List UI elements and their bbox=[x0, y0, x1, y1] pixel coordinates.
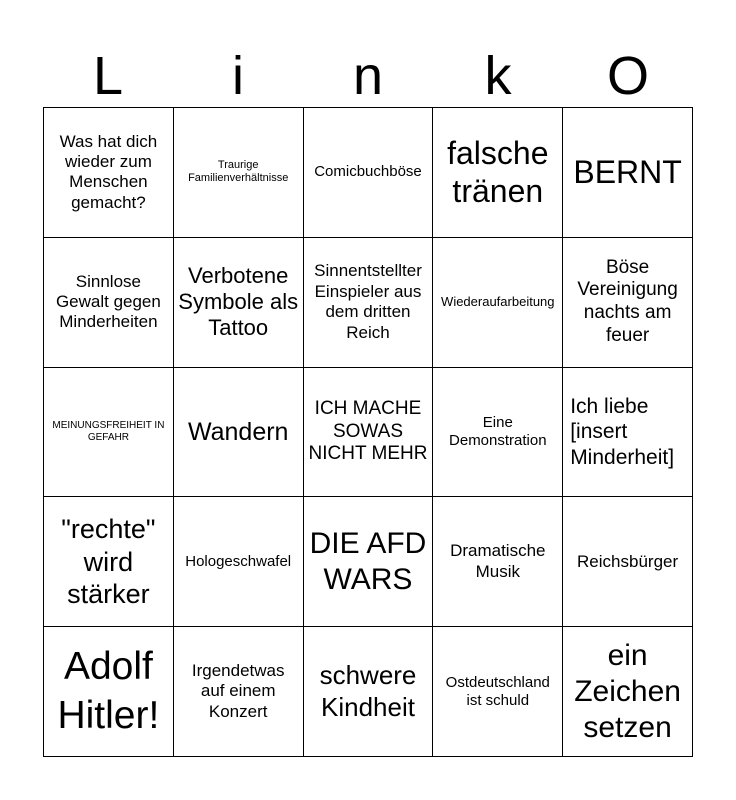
bingo-cell[interactable]: ein Zeichen setzen bbox=[563, 627, 693, 757]
bingo-cell[interactable]: ICH MACHE SOWAS NICHT MEHR bbox=[304, 368, 434, 498]
bingo-cell[interactable]: Verbotene Symbole als Tattoo bbox=[174, 238, 304, 368]
bingo-cell[interactable]: Sinnlose Gewalt gegen Minderheiten bbox=[44, 238, 174, 368]
bingo-cell[interactable]: falsche tränen bbox=[433, 108, 563, 238]
bingo-cell[interactable]: Ostdeutschland ist schuld bbox=[433, 627, 563, 757]
title-letter: k bbox=[484, 46, 512, 106]
title-letter: O bbox=[606, 46, 649, 106]
title-letter: L bbox=[92, 46, 124, 106]
bingo-cell[interactable]: "rechte" wird stärker bbox=[44, 497, 174, 627]
title-letter: n bbox=[352, 46, 384, 106]
bingo-cell[interactable]: Was hat dich wieder zum Menschen gemacht? bbox=[44, 108, 174, 238]
bingo-cell[interactable]: schwere Kindheit bbox=[304, 627, 434, 757]
bingo-cell[interactable]: Irgendetwas auf einem Konzert bbox=[174, 627, 304, 757]
bingo-title bbox=[43, 46, 693, 106]
bingo-cell[interactable]: Dramatische Musik bbox=[433, 497, 563, 627]
bingo-cell[interactable]: Adolf Hitler! bbox=[44, 627, 174, 757]
bingo-cell[interactable]: Wandern bbox=[174, 368, 304, 498]
bingo-cell[interactable]: Comicbuchböse bbox=[304, 108, 434, 238]
bingo-cell[interactable]: Sinnentstellter Einspieler aus dem dritten Reich bbox=[304, 238, 434, 368]
bingo-cell[interactable]: Hologeschwafel bbox=[174, 497, 304, 627]
bingo-cell[interactable]: BERNT bbox=[563, 108, 693, 238]
bingo-cell[interactable]: Reichsbürger bbox=[563, 497, 693, 627]
bingo-cell[interactable]: Wiederaufarbeitung bbox=[433, 238, 563, 368]
bingo-cell[interactable]: DIE AFD WARS bbox=[304, 497, 434, 627]
bingo-cell[interactable]: Ich liebe [insert Minderheit] bbox=[563, 368, 693, 498]
bingo-board bbox=[43, 107, 693, 757]
bingo-cell[interactable]: Eine Demonstration bbox=[433, 368, 563, 498]
bingo-cell[interactable]: MEINUNGSFREIHEIT IN GEFAHR bbox=[44, 368, 174, 498]
bingo-cell[interactable]: Böse Vereinigung nachts am feuer bbox=[563, 238, 693, 368]
bingo-cell[interactable]: Traurige Familienverhältnisse bbox=[174, 108, 304, 238]
title-letter: i bbox=[232, 46, 244, 106]
